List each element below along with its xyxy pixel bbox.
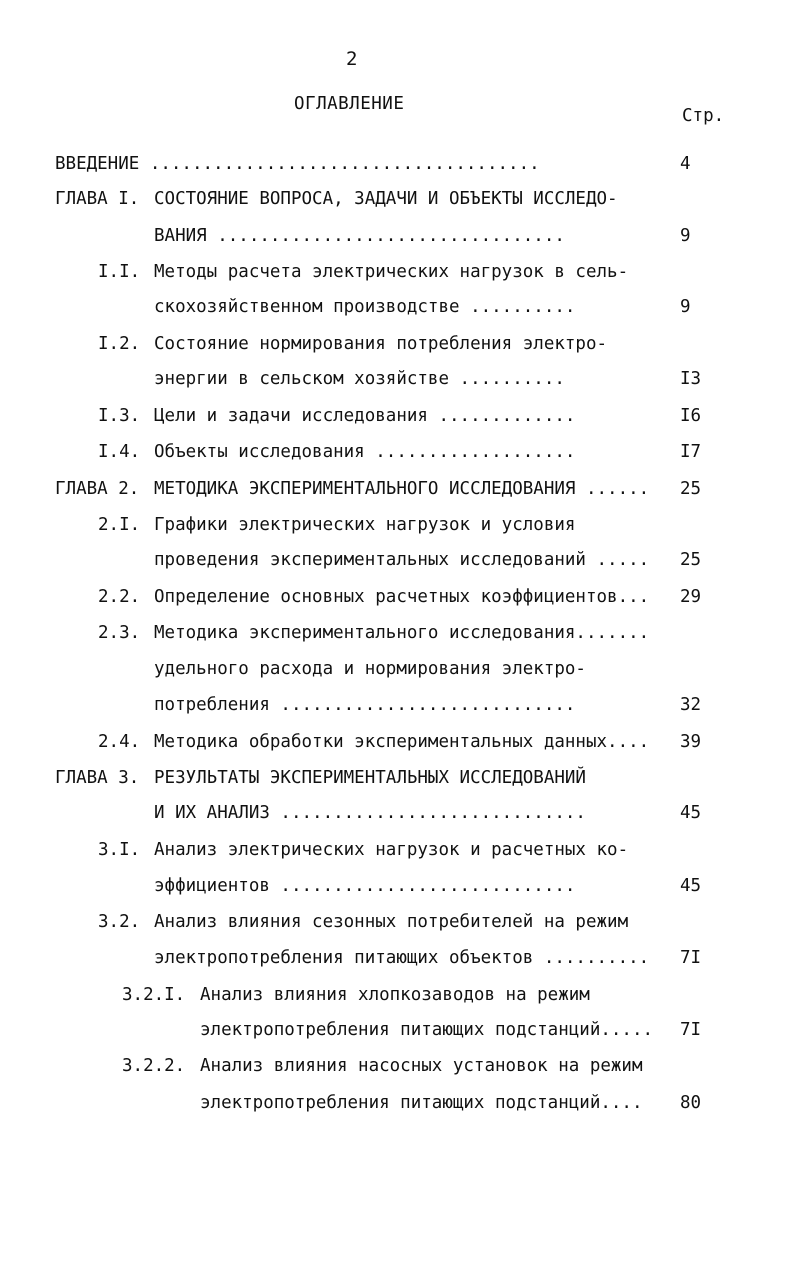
toc-entry-page: 29	[680, 587, 702, 607]
toc-entry-label: I.2.	[98, 334, 141, 354]
toc-entry-text: потребления ............................	[154, 695, 576, 715]
toc-entry-text: энергии в сельском хозяйстве ..........	[154, 369, 565, 389]
toc-entry-page: 4	[680, 154, 691, 174]
toc-entry	[0, 657, 798, 681]
toc-entry-page: 9	[680, 297, 691, 317]
toc-entry-text: ВВЕДЕНИЕ .....................................	[55, 154, 540, 174]
toc-entry-label: I.4.	[98, 442, 141, 462]
toc-entry	[0, 946, 798, 970]
toc-entry-text: МЕТОДИКА ЭКСПЕРИМЕНТАЛЬНОГО ИССЛЕДОВАНИЯ ......	[154, 479, 650, 499]
toc-entry-text: Методика обработки экспериментальных данных....	[154, 732, 650, 752]
toc-entry-page: 7I	[680, 948, 702, 968]
toc-entry-page: 25	[680, 479, 702, 499]
toc-entry-page: 32	[680, 695, 702, 715]
toc-entry-page: I6	[680, 406, 702, 426]
toc-entry-text: электропотребления питающих подстанций.....	[200, 1020, 654, 1040]
toc-entry-page: 45	[680, 803, 702, 823]
toc-entry-text: электропотребления питающих подстанций....	[200, 1093, 643, 1113]
toc-entry	[0, 801, 798, 825]
toc-entry-label: 2.I.	[98, 515, 141, 535]
toc-entry	[0, 440, 798, 464]
toc-entry-text: эффициентов ............................	[154, 876, 576, 896]
toc-entry-text: СОСТОЯНИЕ ВОПРОСА, ЗАДАЧИ И ОБЪЕКТЫ ИССЛЕДО-	[154, 189, 618, 209]
toc-entry-text: Анализ влияния сезонных потребителей на режим	[154, 912, 629, 932]
toc-entry-text: Анализ влияния хлопкозаводов на режим	[200, 985, 590, 1005]
toc-entry-label: 3.2.I.	[122, 985, 186, 1005]
toc-entry	[0, 766, 798, 790]
toc-entry-label: 2.4.	[98, 732, 141, 752]
toc-entry-text: Графики электрических нагрузок и условия	[154, 515, 576, 535]
toc-entry-label: 2.3.	[98, 623, 141, 643]
toc-entry-page: I7	[680, 442, 702, 462]
toc-entry-page: 7I	[680, 1020, 702, 1040]
toc-entry-label: ГЛАВА I.	[55, 189, 140, 209]
toc-entry-text: Определение основных расчетных коэффициентов...	[154, 587, 650, 607]
toc-entry	[0, 295, 798, 319]
toc-entry-label: 2.2.	[98, 587, 141, 607]
toc-entry	[0, 1054, 798, 1078]
page-number: 2	[346, 48, 358, 70]
toc-entry	[0, 477, 798, 501]
toc-entry	[0, 874, 798, 898]
toc-entry	[0, 513, 798, 537]
toc-entry-text: электропотребления питающих объектов ..........	[154, 948, 650, 968]
toc-entry	[0, 983, 798, 1007]
toc-entry	[0, 693, 798, 717]
toc-entry-page: 80	[680, 1093, 702, 1113]
toc-entry-text: удельного расхода и нормирования электро-	[154, 659, 586, 679]
toc-entry-text: скохозяйственном производстве ..........	[154, 297, 576, 317]
toc-entry	[0, 224, 798, 248]
toc-entry-text: Состояние нормирования потребления электро-	[154, 334, 608, 354]
toc-entry	[0, 1091, 798, 1115]
toc-entry	[0, 332, 798, 356]
toc-entry	[0, 621, 798, 645]
toc-entry-text: Анализ влияния насосных установок на режим	[200, 1056, 643, 1076]
toc-entry-text: проведения экспериментальных исследований .....	[154, 550, 650, 570]
toc-entry-label: I.3.	[98, 406, 141, 426]
page-column-header: Стр.	[682, 106, 725, 126]
toc-entry-label: 3.I.	[98, 840, 141, 860]
toc-entry-text: Методика экспериментального исследования.......	[154, 623, 650, 643]
toc-entry-text: Анализ электрических нагрузок и расчетных ко-	[154, 840, 629, 860]
toc-entry	[0, 910, 798, 934]
toc-entry	[0, 585, 798, 609]
toc-entry-text: Методы расчета электрических нагрузок в сель-	[154, 262, 629, 282]
toc-entry-page: 45	[680, 876, 702, 896]
toc-entry-text: ВАНИЯ .................................	[154, 226, 565, 246]
toc-entry-page: 9	[680, 226, 691, 246]
toc-entry	[0, 187, 798, 211]
toc-entry	[0, 730, 798, 754]
toc-entry-label: 3.2.	[98, 912, 141, 932]
toc-entry-label: ГЛАВА 3.	[55, 768, 140, 788]
toc-entry	[0, 1018, 798, 1042]
toc-entry-page: 25	[680, 550, 702, 570]
toc-entry	[0, 548, 798, 572]
toc-entry	[0, 367, 798, 391]
toc-entry-label: I.I.	[98, 262, 141, 282]
toc-entry-page: 39	[680, 732, 702, 752]
toc-entry-text: РЕЗУЛЬТАТЫ ЭКСПЕРИМЕНТАЛЬНЫХ ИССЛЕДОВАНИЙ	[154, 768, 586, 788]
toc-entry-label: ГЛАВА 2.	[55, 479, 140, 499]
toc-entry	[0, 404, 798, 428]
toc-entry-text: И ИХ АНАЛИЗ .............................	[154, 803, 586, 823]
toc-entry-text: Объекты исследования ...................	[154, 442, 576, 462]
toc-entry-page: I3	[680, 369, 702, 389]
toc-entry	[0, 838, 798, 862]
toc-entry-label: 3.2.2.	[122, 1056, 186, 1076]
toc-title: ОГЛАВЛЕНИЕ	[294, 94, 405, 114]
toc-entry-text: Цели и задачи исследования .............	[154, 406, 576, 426]
toc-entry	[0, 152, 798, 176]
toc-entry	[0, 260, 798, 284]
